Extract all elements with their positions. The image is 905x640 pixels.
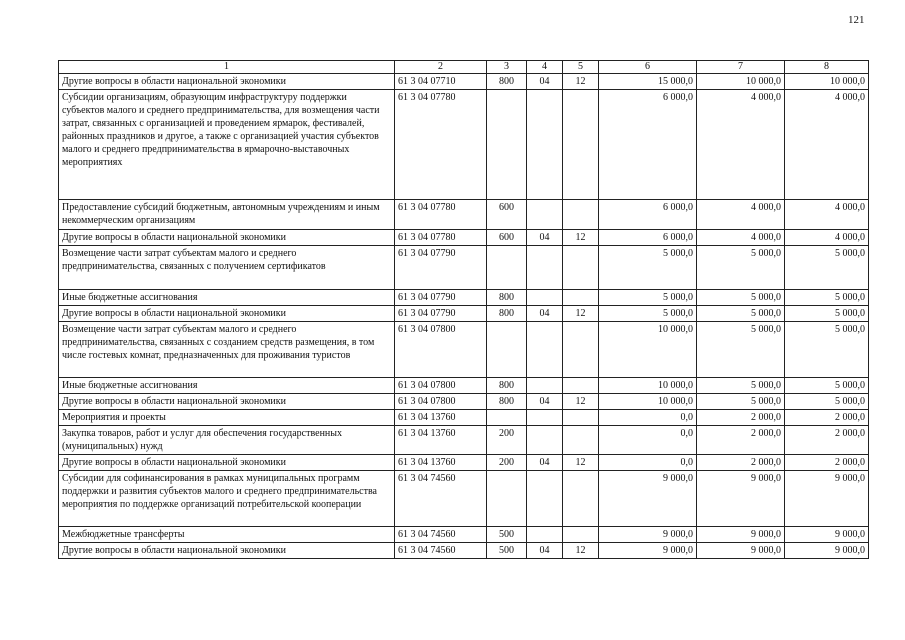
row-amount-col6-cell: 0,0	[599, 410, 697, 426]
row-section-cell	[527, 200, 563, 230]
row-expense-type-cell: 800	[487, 290, 527, 306]
table-row	[59, 527, 869, 543]
row-section-cell: 04	[527, 455, 563, 471]
row-amount-col8-cell: 4 000,0	[785, 200, 869, 230]
row-amount-col7-cell: 5 000,0	[697, 246, 785, 290]
row-code-cell: 61 3 04 07790	[395, 306, 487, 322]
row-amount-col8-cell: 5 000,0	[785, 290, 869, 306]
table-row	[59, 230, 869, 246]
row-code-cell: 61 3 04 13760	[395, 426, 487, 455]
row-amount-col7-cell: 2 000,0	[697, 426, 785, 455]
row-section-cell	[527, 426, 563, 455]
row-subsection-cell	[563, 471, 599, 527]
row-section-cell: 04	[527, 230, 563, 246]
row-expense-type-cell: 800	[487, 306, 527, 322]
table-row	[59, 394, 869, 410]
row-subsection-cell: 12	[563, 455, 599, 471]
row-section-cell: 04	[527, 543, 563, 559]
row-section-cell	[527, 378, 563, 394]
row-name-cell: Другие вопросы в области национальной экономики	[59, 455, 395, 471]
row-code-cell: 61 3 04 07780	[395, 90, 487, 200]
table-row	[59, 378, 869, 394]
row-amount-col6-cell: 9 000,0	[599, 471, 697, 527]
row-amount-col7-cell: 5 000,0	[697, 322, 785, 378]
row-name-cell: Другие вопросы в области национальной экономики	[59, 74, 395, 90]
row-section-cell	[527, 90, 563, 200]
page-number: 121	[848, 14, 865, 26]
row-subsection-cell	[563, 426, 599, 455]
row-name-cell: Иные бюджетные ассигнования	[59, 378, 395, 394]
row-amount-col7-cell: 9 000,0	[697, 527, 785, 543]
row-section-cell: 04	[527, 394, 563, 410]
row-subsection-cell: 12	[563, 230, 599, 246]
row-subsection-cell: 12	[563, 306, 599, 322]
row-expense-type-cell: 200	[487, 455, 527, 471]
row-amount-col7-cell: 10 000,0	[697, 74, 785, 90]
row-name-cell: Межбюджетные трансферты	[59, 527, 395, 543]
row-code-cell: 61 3 04 07790	[395, 290, 487, 306]
row-name-cell: Другие вопросы в области национальной экономики	[59, 543, 395, 559]
row-code-cell: 61 3 04 07800	[395, 394, 487, 410]
row-amount-col7-cell: 2 000,0	[697, 410, 785, 426]
row-amount-col6-cell: 9 000,0	[599, 527, 697, 543]
row-name-cell: Иные бюджетные ассигнования	[59, 290, 395, 306]
row-name-cell: Мероприятия и проекты	[59, 410, 395, 426]
row-amount-col6-cell: 0,0	[599, 426, 697, 455]
column-header: 4	[527, 61, 563, 74]
row-code-cell: 61 3 04 13760	[395, 410, 487, 426]
table-row	[59, 246, 869, 290]
row-subsection-cell: 12	[563, 394, 599, 410]
row-expense-type-cell: 600	[487, 200, 527, 230]
row-amount-col6-cell: 15 000,0	[599, 74, 697, 90]
table-body	[59, 74, 869, 559]
row-section-cell	[527, 322, 563, 378]
column-header: 1	[59, 61, 395, 74]
row-subsection-cell	[563, 410, 599, 426]
row-name-cell: Возмещение части затрат субъектам малого и среднего предпринимательства, связанных с созданием средств размещения, в том числе гостевых комнат, предназначенных для проживания туристов	[59, 322, 395, 378]
table-row	[59, 471, 869, 527]
row-subsection-cell	[563, 322, 599, 378]
row-amount-col7-cell: 2 000,0	[697, 455, 785, 471]
row-amount-col6-cell: 10 000,0	[599, 394, 697, 410]
row-amount-col7-cell: 5 000,0	[697, 306, 785, 322]
row-amount-col8-cell: 5 000,0	[785, 322, 869, 378]
table-header-row	[59, 61, 869, 74]
row-amount-col6-cell: 9 000,0	[599, 543, 697, 559]
row-subsection-cell	[563, 90, 599, 200]
row-amount-col6-cell: 10 000,0	[599, 378, 697, 394]
row-code-cell: 61 3 04 07710	[395, 74, 487, 90]
row-amount-col8-cell: 2 000,0	[785, 410, 869, 426]
row-amount-col7-cell: 9 000,0	[697, 543, 785, 559]
row-expense-type-cell	[487, 246, 527, 290]
row-amount-col6-cell: 6 000,0	[599, 200, 697, 230]
row-amount-col8-cell: 5 000,0	[785, 246, 869, 290]
row-code-cell: 61 3 04 74560	[395, 543, 487, 559]
row-amount-col8-cell: 9 000,0	[785, 471, 869, 527]
table-row	[59, 290, 869, 306]
row-name-cell: Другие вопросы в области национальной экономики	[59, 306, 395, 322]
row-name-cell: Субсидии организациям, образующим инфраструктуру поддержки субъектов малого и среднего предпринимательства, для возмещения части затрат, связанных с организацией и проведением ярмарок, фестивалей, районных праздников и другое, а также с организацией участия субъектов малого и среднего предпринимательства в ярмарочно-выставочных мероприятиях	[59, 90, 395, 200]
row-amount-col6-cell: 10 000,0	[599, 322, 697, 378]
row-subsection-cell	[563, 527, 599, 543]
table-row	[59, 200, 869, 230]
row-name-cell: Закупка товаров, работ и услуг для обеспечения государственных (муниципальных) нужд	[59, 426, 395, 455]
row-amount-col8-cell: 2 000,0	[785, 426, 869, 455]
row-expense-type-cell: 800	[487, 394, 527, 410]
table-row	[59, 90, 869, 200]
row-code-cell: 61 3 04 07790	[395, 246, 487, 290]
row-amount-col6-cell: 0,0	[599, 455, 697, 471]
row-amount-col6-cell: 5 000,0	[599, 306, 697, 322]
row-amount-col8-cell: 5 000,0	[785, 306, 869, 322]
row-expense-type-cell	[487, 471, 527, 527]
row-code-cell: 61 3 04 74560	[395, 471, 487, 527]
row-name-cell: Предоставление субсидий бюджетным, автономным учреждениям и иным некоммерческим организациям	[59, 200, 395, 230]
row-amount-col7-cell: 5 000,0	[697, 290, 785, 306]
row-expense-type-cell	[487, 90, 527, 200]
row-subsection-cell	[563, 200, 599, 230]
row-section-cell	[527, 527, 563, 543]
row-amount-col7-cell: 4 000,0	[697, 200, 785, 230]
row-code-cell: 61 3 04 07780	[395, 200, 487, 230]
table-row	[59, 74, 869, 90]
row-amount-col8-cell: 9 000,0	[785, 543, 869, 559]
column-header: 6	[599, 61, 697, 74]
row-subsection-cell: 12	[563, 543, 599, 559]
row-section-cell	[527, 246, 563, 290]
table-row	[59, 306, 869, 322]
column-header: 2	[395, 61, 487, 74]
row-amount-col6-cell: 6 000,0	[599, 230, 697, 246]
table-row	[59, 426, 869, 455]
row-name-cell: Возмещение части затрат субъектам малого и среднего предпринимательства, связанных с получением сертификатов	[59, 246, 395, 290]
row-expense-type-cell: 800	[487, 74, 527, 90]
row-code-cell: 61 3 04 13760	[395, 455, 487, 471]
row-expense-type-cell: 500	[487, 543, 527, 559]
budget-table	[58, 60, 869, 559]
row-amount-col7-cell: 5 000,0	[697, 378, 785, 394]
row-amount-col8-cell: 4 000,0	[785, 90, 869, 200]
row-amount-col7-cell: 9 000,0	[697, 471, 785, 527]
row-amount-col8-cell: 5 000,0	[785, 394, 869, 410]
row-amount-col6-cell: 6 000,0	[599, 90, 697, 200]
row-code-cell: 61 3 04 07800	[395, 378, 487, 394]
row-name-cell: Другие вопросы в области национальной экономики	[59, 394, 395, 410]
row-name-cell: Субсидии для софинансирования в рамках муниципальных программ поддержки и развития субъектов малого и среднего предпринимательства мероприятия по поддержке организаций потребительской кооперации	[59, 471, 395, 527]
row-section-cell	[527, 471, 563, 527]
table-row	[59, 322, 869, 378]
table-row	[59, 455, 869, 471]
row-amount-col8-cell: 10 000,0	[785, 74, 869, 90]
row-amount-col7-cell: 5 000,0	[697, 394, 785, 410]
table-row	[59, 543, 869, 559]
row-name-cell: Другие вопросы в области национальной экономики	[59, 230, 395, 246]
row-amount-col8-cell: 4 000,0	[785, 230, 869, 246]
row-amount-col8-cell: 5 000,0	[785, 378, 869, 394]
row-expense-type-cell	[487, 410, 527, 426]
row-section-cell: 04	[527, 74, 563, 90]
column-header: 7	[697, 61, 785, 74]
row-amount-col8-cell: 2 000,0	[785, 455, 869, 471]
row-section-cell: 04	[527, 306, 563, 322]
row-section-cell	[527, 290, 563, 306]
row-expense-type-cell: 800	[487, 378, 527, 394]
row-code-cell: 61 3 04 07780	[395, 230, 487, 246]
row-amount-col7-cell: 4 000,0	[697, 90, 785, 200]
row-expense-type-cell: 600	[487, 230, 527, 246]
row-expense-type-cell: 200	[487, 426, 527, 455]
row-subsection-cell	[563, 246, 599, 290]
table-row	[59, 410, 869, 426]
row-expense-type-cell: 500	[487, 527, 527, 543]
row-amount-col6-cell: 5 000,0	[599, 246, 697, 290]
row-section-cell	[527, 410, 563, 426]
row-amount-col6-cell: 5 000,0	[599, 290, 697, 306]
row-code-cell: 61 3 04 74560	[395, 527, 487, 543]
column-header: 3	[487, 61, 527, 74]
row-amount-col8-cell: 9 000,0	[785, 527, 869, 543]
row-amount-col7-cell: 4 000,0	[697, 230, 785, 246]
row-subsection-cell	[563, 290, 599, 306]
row-subsection-cell: 12	[563, 74, 599, 90]
column-header: 5	[563, 61, 599, 74]
row-code-cell: 61 3 04 07800	[395, 322, 487, 378]
column-header: 8	[785, 61, 869, 74]
row-subsection-cell	[563, 378, 599, 394]
row-expense-type-cell	[487, 322, 527, 378]
